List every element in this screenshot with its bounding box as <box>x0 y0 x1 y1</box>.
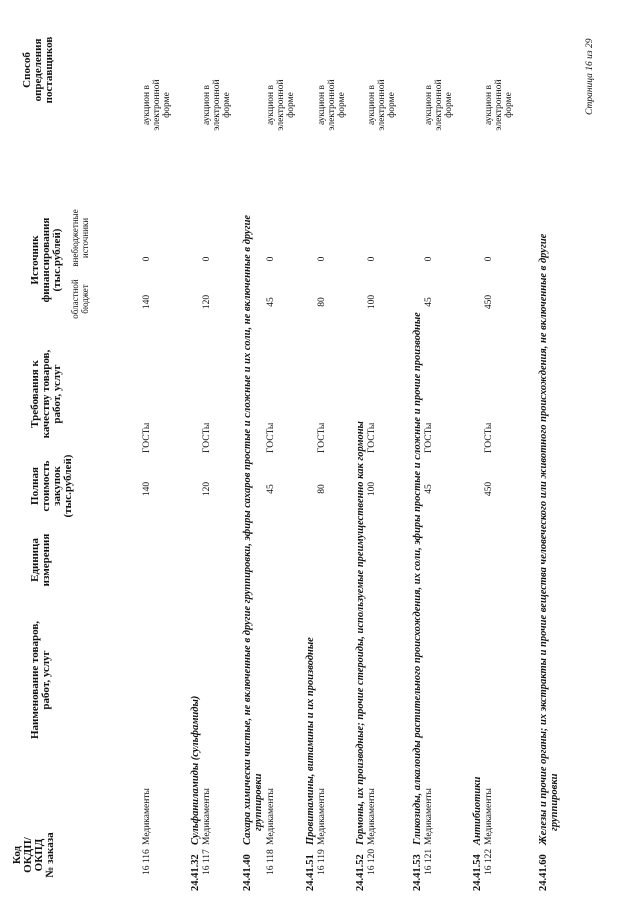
section-title: Сахара химически чистые, не включенные в другие группировки, эфиры сахаров простые и сложные и их соли, не включенные в другие <box>242 214 253 845</box>
row-method-line: форме <box>222 92 232 118</box>
row-method-line: аукцион в <box>484 85 494 125</box>
row-cost: 120 <box>202 481 212 497</box>
header-req-line: работ, услуг <box>51 364 63 424</box>
section-code: 24.41.51 <box>305 854 316 891</box>
section-title: Провитамины, витамины и их производные <box>305 637 316 845</box>
section-title: Гликозиды, алкалоиды растительного происхождения, их соли, эфиры простые и сложные и прочие производные <box>412 312 423 845</box>
header-cost-line: закупок <box>51 466 63 506</box>
section-heading <box>472 31 483 891</box>
header-method-line: Способ <box>21 52 33 88</box>
table-row <box>484 0 544 905</box>
row-name: Медикаменты <box>202 788 212 845</box>
row-budget: 100 <box>367 294 377 310</box>
row-budget: 450 <box>484 294 494 310</box>
row-code: 16 117 <box>202 849 212 875</box>
header-extra-line: внебюджетные <box>70 209 80 267</box>
section-code: 24.41.60 <box>538 854 549 891</box>
row-method <box>424 65 454 145</box>
row-method-line: форме <box>337 92 347 118</box>
row-method <box>367 65 397 145</box>
header-code-line: Код <box>11 845 23 865</box>
section-heading <box>242 31 264 891</box>
row-method-line: аукцион в <box>317 85 327 125</box>
row-budget: 140 <box>142 294 152 310</box>
header-name <box>30 605 52 755</box>
header-budget-line: бюджет <box>80 284 90 314</box>
row-method-line: электронной <box>152 79 162 131</box>
row-method <box>484 65 514 145</box>
row-code: 16 118 <box>266 849 276 875</box>
row-code: 16 120 <box>367 848 377 875</box>
section-code: 24.41.53 <box>412 854 423 891</box>
row-method-line: электронной <box>377 79 387 131</box>
header-funding-line: финансирования <box>40 217 52 303</box>
row-budget: 45 <box>424 297 434 307</box>
row-requirements: ГОСТы <box>484 422 494 453</box>
header-code-line: ОКПД <box>33 838 45 872</box>
row-budget: 120 <box>202 294 212 310</box>
header-funding-extra <box>70 203 90 273</box>
row-method <box>142 65 172 145</box>
row-method-line: форме <box>504 92 514 118</box>
row-cost: 45 <box>266 484 276 494</box>
row-method-line: электронной <box>276 79 286 131</box>
header-unit-line: Единица <box>29 538 41 582</box>
row-cost: 100 <box>367 481 377 497</box>
row-method-line: электронной <box>212 79 222 131</box>
row-name: Медикаменты <box>484 788 494 845</box>
header-funding-line: (тыс.рублей) <box>51 228 63 292</box>
row-code: 16 116 <box>142 849 152 875</box>
row-code: 16 119 <box>317 849 327 875</box>
row-cost: 140 <box>142 481 152 497</box>
row-requirements: ГОСТы <box>424 422 434 453</box>
row-name: Медикаменты <box>142 788 152 845</box>
header-req-line: Требования к <box>29 360 41 428</box>
row-code: 16 122 <box>484 848 494 875</box>
header-code-line: № заказа <box>44 832 56 878</box>
header-funding-budget <box>70 275 90 323</box>
row-method-line: аукцион в <box>142 85 152 125</box>
section-heading <box>305 31 316 891</box>
row-budget: 80 <box>317 297 327 307</box>
section-heading <box>190 31 201 891</box>
row-cost: 450 <box>484 481 494 497</box>
row-method-line: аукцион в <box>424 85 434 125</box>
header-cost-line: Полная <box>29 467 41 505</box>
header-method <box>22 25 55 115</box>
section-title-continued: группировки <box>549 773 560 831</box>
row-name: Медикаменты <box>266 788 276 845</box>
row-method-line: электронной <box>434 79 444 131</box>
header-unit <box>30 525 52 595</box>
row-method <box>317 65 347 145</box>
section-title: Антибиотики <box>472 776 483 845</box>
section-heading <box>538 31 560 891</box>
header-code-line: ОКДП/ <box>22 837 34 873</box>
header-unit-line: измерения <box>40 533 52 587</box>
section-heading <box>412 31 423 891</box>
row-extra: 0 <box>424 256 434 262</box>
row-cost: 45 <box>424 484 434 494</box>
row-name: Медикаменты <box>367 788 377 845</box>
section-heading <box>355 31 366 891</box>
header-code <box>12 827 56 883</box>
header-budget-line: областной <box>70 279 80 319</box>
header-cost-line: (тыс.рублей) <box>62 454 74 518</box>
row-method-line: аукцион в <box>266 85 276 125</box>
row-extra: 0 <box>142 256 152 262</box>
row-method-line: форме <box>286 92 296 118</box>
row-method-line: форме <box>162 92 172 118</box>
section-title: Сульфаниламиды (сульфамиды) <box>190 695 201 845</box>
row-method-line: электронной <box>494 79 504 131</box>
section-title: Гормоны, их производные; прочие стероиды, используемые преимущественно как гормоны <box>355 421 366 845</box>
row-budget: 45 <box>266 297 276 307</box>
row-requirements: ГОСТы <box>266 422 276 453</box>
row-method-line: электронной <box>327 79 337 131</box>
header-cost-line: стоимость <box>40 460 52 512</box>
table-row <box>202 0 262 905</box>
header-cost <box>30 451 74 521</box>
row-extra: 0 <box>202 256 212 262</box>
row-name: Медикаменты <box>424 788 434 845</box>
row-extra: 0 <box>367 256 377 262</box>
section-title: Железы и прочие органы; их экстракты и прочие вещества человеческого или животного происхождения, не включенные в другие <box>538 233 549 845</box>
header-req-line: качеству товаров, <box>40 349 52 439</box>
header-name-line: работ, услуг <box>40 650 52 710</box>
header-requirements <box>30 339 63 449</box>
row-code: 16 121 <box>424 848 434 875</box>
row-requirements: ГОСТы <box>317 422 327 453</box>
header-funding-line: Источник <box>29 235 41 285</box>
row-extra: 0 <box>317 256 327 262</box>
row-requirements: ГОСТы <box>202 422 212 453</box>
row-extra: 0 <box>266 256 276 262</box>
row-method <box>202 65 232 145</box>
section-code: 24.41.54 <box>472 854 483 891</box>
section-code: 24.41.32 <box>190 854 201 891</box>
header-name-line: Наименование товаров, <box>29 620 41 740</box>
header-method-line: поставщиков <box>43 36 55 104</box>
header-method-line: определения <box>32 38 44 102</box>
row-requirements: ГОСТы <box>142 422 152 453</box>
section-title-continued: группировки <box>253 773 264 831</box>
row-method <box>266 65 296 145</box>
row-method-line: аукцион в <box>202 85 212 125</box>
header-funding <box>30 205 63 315</box>
section-code: 24.41.40 <box>242 854 253 891</box>
row-name: Медикаменты <box>317 788 327 845</box>
row-extra: 0 <box>484 256 494 262</box>
header-extra-line: источники <box>80 217 90 259</box>
row-requirements: ГОСТы <box>367 422 377 453</box>
page-number: Страница 16 из 29 <box>585 38 595 115</box>
row-method-line: форме <box>444 92 454 118</box>
row-cost: 80 <box>317 484 327 494</box>
row-method-line: форме <box>387 92 397 118</box>
section-code: 24.41.52 <box>355 854 366 891</box>
row-method-line: аукцион в <box>367 85 377 125</box>
